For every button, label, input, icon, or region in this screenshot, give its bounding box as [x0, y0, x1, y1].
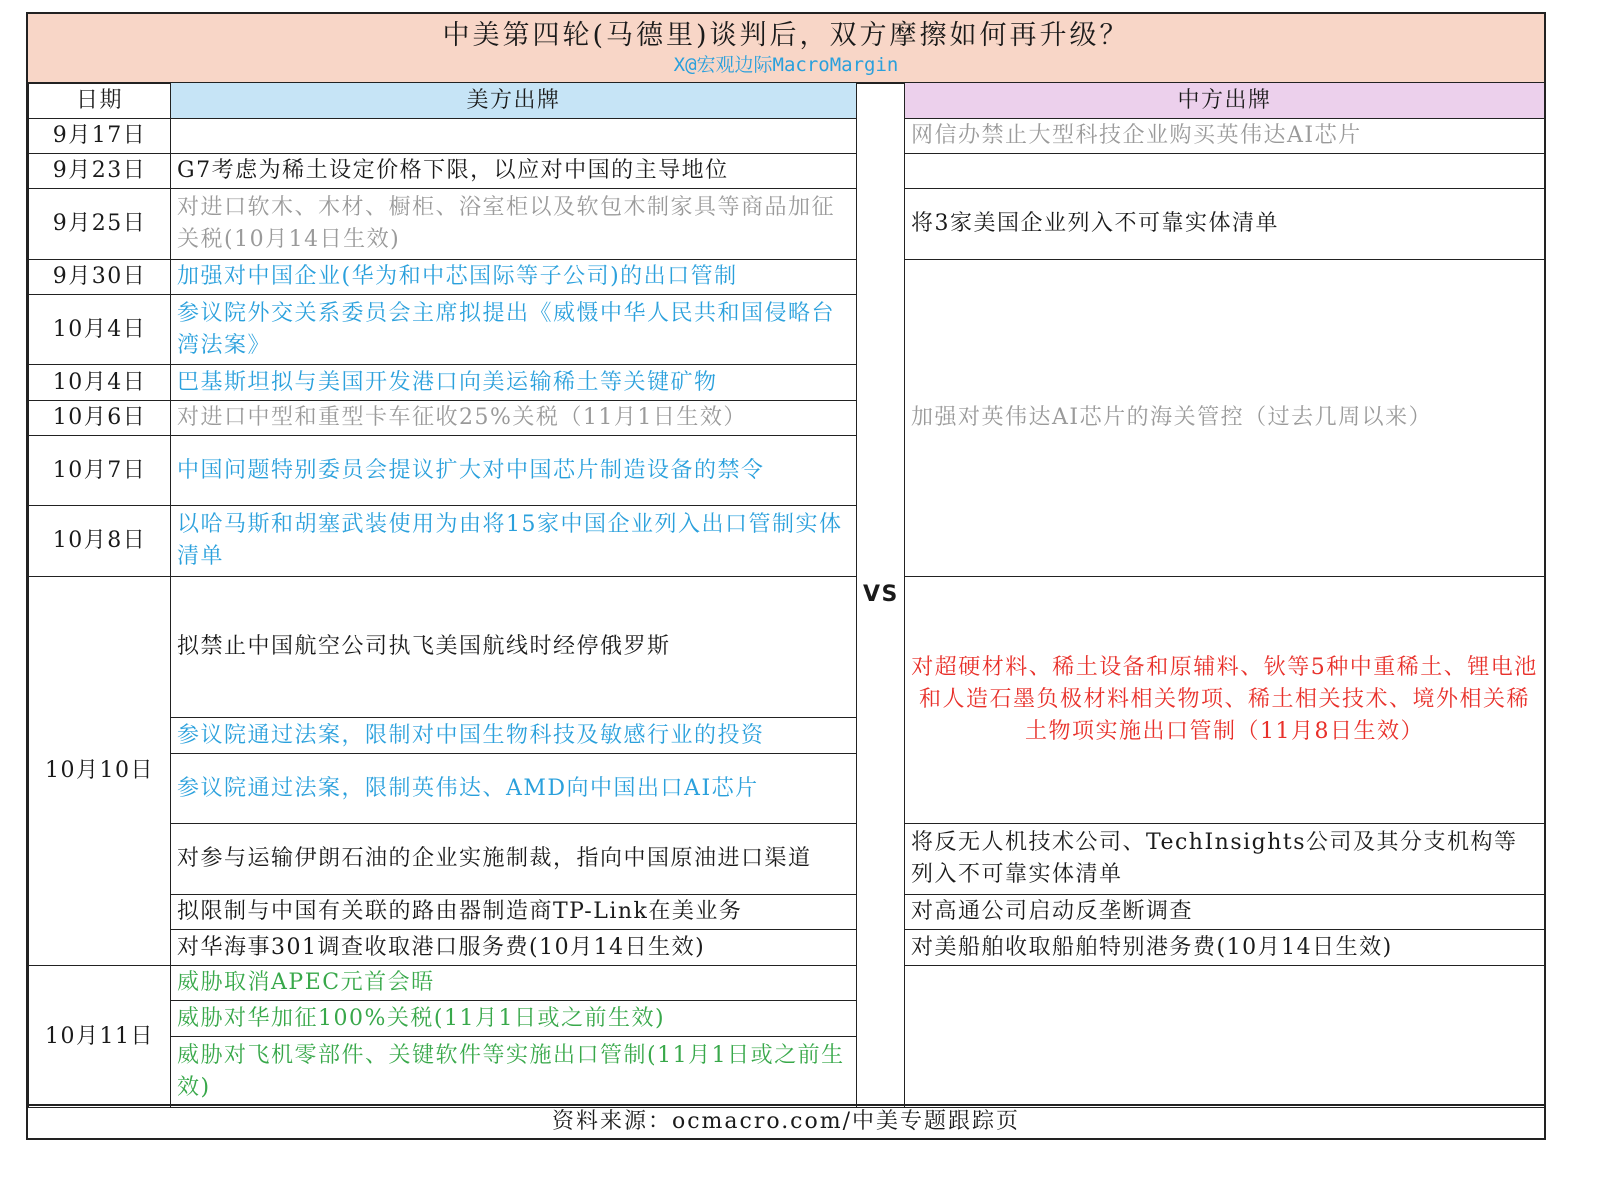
cn-cell: 将反无人机技术公司、TechInsights公司及其分支机构等列入不可靠实体清单: [905, 824, 1545, 895]
date-cell: 9月30日: [29, 260, 171, 295]
cn-cell: [905, 966, 1545, 1108]
cn-cell: 网信办禁止大型科技企业购买英伟达AI芯片: [905, 119, 1545, 154]
cn-cell: 对超硬材料、稀土设备和原辅料、钬等5种中重稀土、锂电池和人造石墨负极材料相关物项、稀土相关技术、境外相关稀土物项实施出口管制（11月8日生效）: [905, 577, 1545, 824]
table-row: [29, 154, 1545, 189]
us-cell: 对进口软木、木材、橱柜、浴室柜以及软包木制家具等商品加征关税(10月14日生效): [171, 189, 857, 260]
date-cell: 10月10日: [29, 577, 171, 966]
us-cell: 对进口中型和重型卡车征收25%关税（11月1日生效）: [171, 401, 857, 436]
header-row: [29, 83, 1545, 119]
author-handle: X@宏观边际MacroMargin: [673, 54, 899, 76]
vs-divider: VS: [857, 83, 905, 1108]
page-title: 中美第四轮(马德里)谈判后，双方摩擦如何再升级？: [442, 20, 1130, 51]
date-cell: 9月17日: [29, 119, 171, 154]
us-cell: 对华海事301调查收取港口服务费(10月14日生效): [171, 930, 857, 966]
us-cell: 以哈马斯和胡塞武装使用为由将15家中国企业列入出口管制实体清单: [171, 506, 857, 577]
date-header: 日期: [29, 83, 171, 119]
table-row: [29, 119, 1545, 154]
date-cell: 10月7日: [29, 436, 171, 506]
us-cell: G7考虑为稀土设定价格下限，以应对中国的主导地位: [171, 154, 857, 189]
us-cell: 中国问题特别委员会提议扩大对中国芯片制造设备的禁令: [171, 436, 857, 506]
cn-cell: 对美船舶收取船舶特别港务费(10月14日生效): [905, 930, 1545, 966]
table-row: [29, 930, 1545, 966]
us-cell: 拟禁止中国航空公司执飞美国航线时经停俄罗斯: [171, 577, 857, 718]
cn-header: 中方出牌: [905, 83, 1545, 119]
cn-cell: 将3家美国企业列入不可靠实体清单: [905, 189, 1545, 260]
date-cell: 9月23日: [29, 154, 171, 189]
table-row: [29, 895, 1545, 930]
us-cell: 参议院外交关系委员会主席拟提出《威慑中华人民共和国侵略台湾法案》: [171, 295, 857, 365]
us-cell: 加强对中国企业(华为和中芯国际等子公司)的出口管制: [171, 260, 857, 295]
table-row: [29, 824, 1545, 895]
date-cell: 10月6日: [29, 401, 171, 436]
source-footer: 资料来源：ocmacro.com/中美专题跟踪页: [28, 1104, 1544, 1138]
cn-cell: 对高通公司启动反垄断调查: [905, 895, 1545, 930]
date-cell: 10月4日: [29, 365, 171, 401]
timeline-table: [28, 82, 1545, 1108]
cn-cell: 加强对英伟达AI芯片的海关管控（过去几周以来）: [905, 260, 1545, 577]
us-cell: 对参与运输伊朗石油的企业实施制裁，指向中国原油进口渠道: [171, 824, 857, 895]
table-row: [29, 260, 1545, 295]
us-cell: 威胁对飞机零部件、关键软件等实施出口管制(11月1日或之前生效): [171, 1037, 857, 1108]
us-cell: 参议院通过法案，限制对中国生物科技及敏感行业的投资: [171, 718, 857, 754]
us-header: 美方出牌: [171, 83, 857, 119]
us-cell: 威胁对华加征100%关税(11月1日或之前生效): [171, 1001, 857, 1037]
table-row: [29, 966, 1545, 1001]
us-cell: 拟限制与中国有关联的路由器制造商TP-Link在美业务: [171, 895, 857, 930]
date-cell: 10月4日: [29, 295, 171, 365]
table-row: [29, 577, 1545, 718]
cn-cell: [905, 154, 1545, 189]
title-banner: [28, 14, 1544, 84]
us-cell: 威胁取消APEC元首会晤: [171, 966, 857, 1001]
date-cell: 10月11日: [29, 966, 171, 1108]
us-cell: 巴基斯坦拟与美国开发港口向美运输稀土等关键矿物: [171, 365, 857, 401]
us-cell: 参议院通过法案，限制英伟达、AMD向中国出口AI芯片: [171, 754, 857, 824]
date-cell: 10月8日: [29, 506, 171, 577]
date-cell: 9月25日: [29, 189, 171, 260]
table-frame: [26, 12, 1546, 1140]
us-cell: [171, 119, 857, 154]
table-row: [29, 189, 1545, 260]
